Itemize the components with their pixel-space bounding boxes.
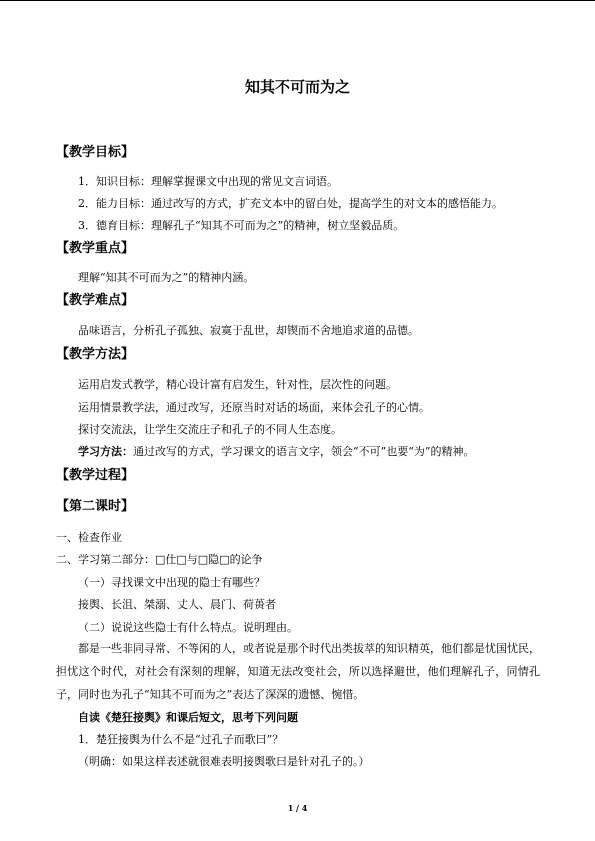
reading-prompt: 自读《楚狂接舆》和课后短文，思考下列问题 (78, 711, 298, 724)
goal-item: 3．德育目标：理解孔子“知其不可而为之”的精神，树立坚毅品质。 (78, 219, 405, 232)
page-top-rule (0, 0, 595, 1)
method-item: 运用启发式教学，精心设计富有启发生，针对性，层次性的问题。 (78, 378, 397, 391)
answer: 接舆、长沮、桀溺、丈人、晨门、荷蒉者 (78, 598, 276, 611)
section-heading-method: 【教学方法】 (56, 347, 135, 362)
document-title: 知其不可而为之 (244, 78, 350, 96)
difficulty-text: 品味语言，分析孔子孤独、寂寞于乱世，却锲而不舍地追求道的品德。 (78, 324, 419, 337)
goal-item: 2．能力目标：通过改写的方式，扩充文本中的留白处，提高学生的对文本的感悟能力。 (78, 197, 503, 210)
question: （一）寻找课文中出现的隐士有哪些？ (78, 576, 265, 589)
reading-question: 1．楚狂接舆为什么不是“过孔子而歌曰”？ (78, 733, 284, 746)
study-method-line (78, 445, 475, 459)
goal-item: 1．知识目标：理解掌握课文中出现的常见文言词语。 (78, 175, 338, 188)
process-step: 二、学习第二部分：□仕□与□隐□的论争 (56, 553, 263, 566)
section-heading-process: 【教学过程】 (56, 468, 135, 483)
reading-answer: （明确：如果这样表述就很难表明接舆歌曰是针对孔子的。） (78, 755, 370, 768)
answer-paragraph: 都是一些非同寻常、不等闲的人，或者说是那个时代出类拔萃的知识精英，他们都是忧国忧民，担忧这个时代，对社会有深刻的理解，知道无法改变社会，所以选择避世，他们理解孔子，同情孔子，同时也为孔子“知其不可而为之”表达了深深的遗憾、惋惜。 (56, 642, 540, 701)
study-method-text: 通过改写的方式，学习课文的语言文字，领会“不可”也要“为”的精神。 (133, 445, 475, 458)
process-step: 一、检查作业 (56, 531, 122, 544)
section-heading-key: 【教学重点】 (56, 241, 135, 256)
section-heading-difficulty: 【教学难点】 (56, 293, 135, 308)
method-item: 运用情景教学法，通过改写，还原当时对话的场面，来体会孔子的心情。 (78, 401, 430, 414)
study-method-label: 学习方法： (78, 445, 133, 458)
section-heading-goals: 【教学目标】 (56, 145, 135, 160)
key-text: 理解“知其不可而为之”的精神内涵。 (78, 271, 255, 284)
page-number: 1 / 4 (287, 803, 308, 813)
section-heading-lesson2: 【第二课时】 (56, 499, 135, 514)
method-item: 探讨交流法，让学生交流庄子和孔子的不同人生态度。 (78, 423, 342, 436)
question: （二）说说这些隐士有什么特点。说明理由。 (78, 621, 298, 634)
